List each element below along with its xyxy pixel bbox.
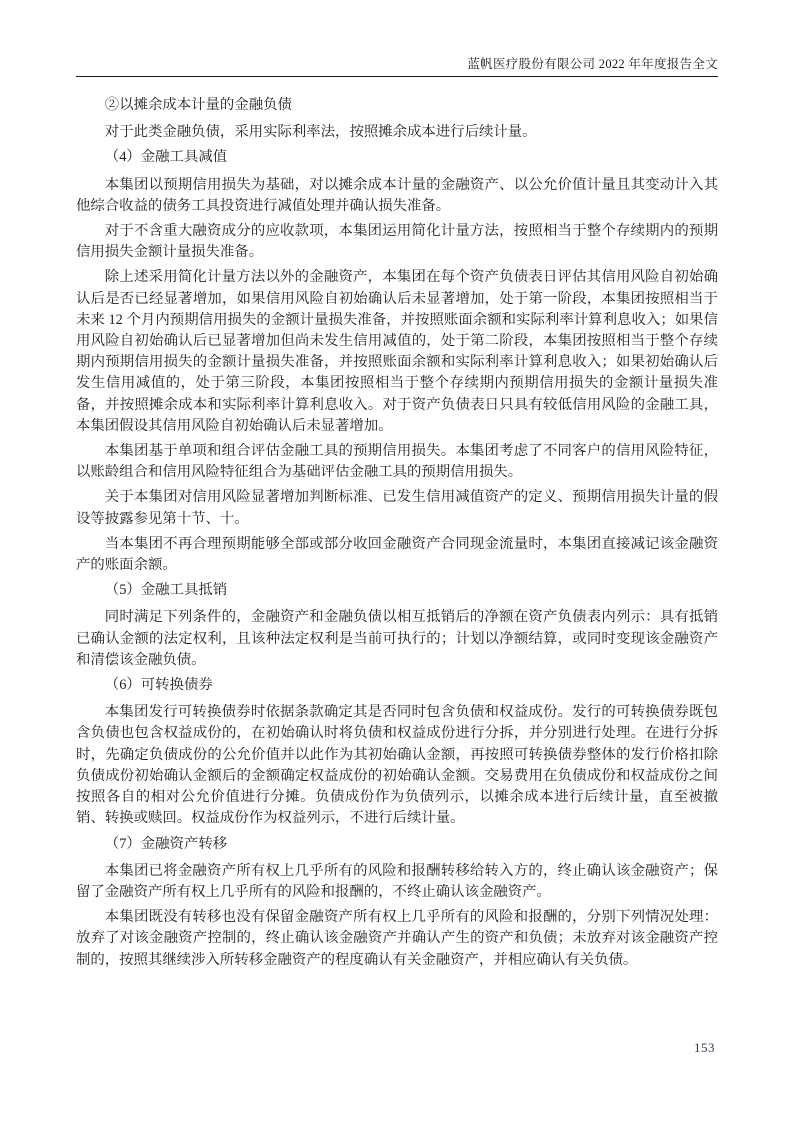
page-header bbox=[76, 57, 718, 77]
body-paragraph: 本集团已将金融资产所有权上几乎所有的风险和报酬转移给转入方的，终止确认该金融资产；保留了金融资产所有权上几乎所有的风险和报酬的，不终止确认该金融资产。 bbox=[76, 862, 718, 900]
report-header-title: 蓝帆医疗股份有限公司 2022 年年度报告全文 bbox=[467, 57, 718, 71]
section-heading: （6）可转换债券 bbox=[104, 677, 213, 694]
body-paragraph: 本集团以预期信用损失为基础，对以摊余成本计量的金融资产、以公允价值计量且其变动计入其他综合收益的债务工具投资进行减值处理并确认损失准备。 bbox=[76, 176, 718, 214]
body-paragraph: 对于不含重大融资成分的应收款项，本集团运用简化计量方法，按照相当于整个存续期内的预期信用损失金额计量损失准备。 bbox=[76, 223, 718, 261]
body-paragraph: 本集团发行可转换债券时依据条款确定其是否同时包含负债和权益成份。发行的可转换债券既包含负债也包含权益成份的，在初始确认时将负债和权益成份进行分拆，并分别进行处理。在进行分拆时，先确定负债成份的公允价值并以此作为其初始确认金额，再按照可转换债券整体的发行价格扣除负债成份初始确认金额后的金额确定权益成份的初始确认金额。交易费用在负债成份和权益成份之间按照各自的相对公允价值进行分摊。负债成份作为负债列示，以摊余成本进行后续计量，直至被撤销、转换或赎回。权益成份作为权益列示，不进行后续计量。 bbox=[76, 704, 718, 827]
body-paragraph: 对于此类金融负债，采用实际利率法，按照摊余成本进行后续计量。 bbox=[104, 124, 537, 141]
document-content bbox=[76, 93, 718, 975]
section-heading: （5）金融工具抵销 bbox=[104, 582, 228, 599]
body-paragraph: 本集团既没有转移也没有保留金融资产所有权上几乎所有的风险和报酬的，分别下列情况处理：放弃了对该金融资产控制的，终止确认该金融资产并确认产生的资产和负债；未放弃对该金融资产控制的，按照其继续涉入所转移金融资产的程度确认有关金融资产，并相应确认有关负债。 bbox=[76, 909, 718, 968]
body-paragraph: 除上述采用简化计量方法以外的金融资产，本集团在每个资产负债表日评估其信用风险自初始确认后是否已经显著增加，如果信用风险自初始确认后未显著增加，处于第一阶段，本集团按照相当于未来 12 个月内预期信用损失的金额计量损失准备，并按照账面余额和实际利率计算利息收入；如果信用风险自初始确认后已显著增加但尚未发生信用减值的，处于第二阶段，本集团按照相当于整个存续期内预期信用损失的金额计量损失准备，并按照账面余额和实际利率计算利息收入；如果初始确认后发生信用减值的，处于第三阶段，本集团按照相当于整个存续期内预期信用损失的金额计量损失准备，并按照摊余成本和实际利率计算利息收入。对于资产负债表日只具有较低信用风险的金融工具，本集团假设其信用风险自初始确认后未显著增加。 bbox=[76, 269, 718, 434]
section-heading: （4）金融工具减值 bbox=[104, 149, 228, 166]
page-number: 153 bbox=[694, 1040, 715, 1055]
header-divider bbox=[76, 76, 718, 77]
body-paragraph: 本集团基于单项和组合评估金融工具的预期信用损失。本集团考虑了不同客户的信用风险特征，以账龄组合和信用风险特征组合为基础评估金融工具的预期信用损失。 bbox=[76, 443, 718, 481]
section-heading: （7）金融资产转移 bbox=[104, 835, 228, 852]
body-paragraph: 同时满足下列条件的，金融资产和金融负债以相互抵销后的净额在资产负债表内列示：具有抵销已确认金额的法定权利，且该种法定权利是当前可执行的；计划以净额结算，或同时变现该金融资产和清偿该金融负债。 bbox=[76, 609, 718, 668]
body-paragraph: 关于本集团对信用风险显著增加判断标准、已发生信用减值资产的定义、预期信用损失计量的假设等披露参见第十节、十。 bbox=[76, 489, 718, 527]
section-heading: ②以摊余成本计量的金融负债 bbox=[104, 97, 292, 113]
body-paragraph: 当本集团不再合理预期能够全部或部分收回金融资产合同现金流量时，本集团直接减记该金融资产的账面余额。 bbox=[76, 535, 718, 574]
